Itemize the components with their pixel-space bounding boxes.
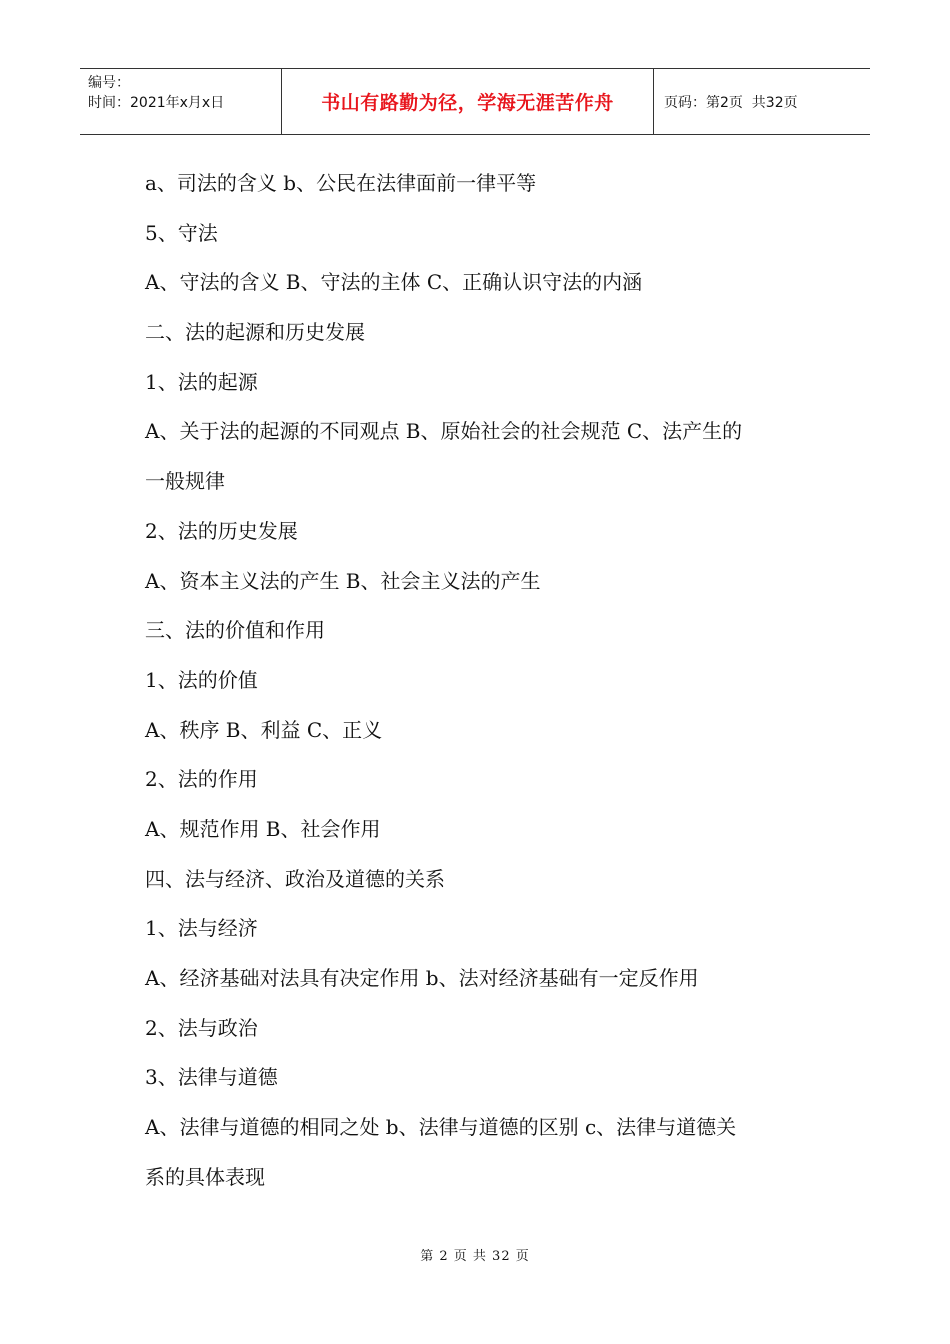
text-line: 3、法律与道德 (145, 1065, 278, 1090)
page-header (80, 68, 870, 135)
document-date: 时间：2021年x月x日 (88, 95, 225, 111)
document-body (145, 159, 815, 1202)
page-footer: 第 2 页 共 32 页 (420, 1249, 530, 1264)
text-line: 2、法与政治 (145, 1015, 258, 1040)
text-line: A、法律与道德的相同之处 b、法律与道德的区别 c、法律与道德关 (145, 1115, 737, 1140)
text-line: 1、法的起源 (145, 369, 258, 394)
text-line: 1、法与经济 (145, 916, 258, 941)
motto: 书山有路勤为径，学海无涯苦作舟 (321, 92, 614, 114)
text-line: 1、法的价值 (145, 667, 258, 692)
text-line: A、秩序 B、利益 C、正义 (145, 717, 383, 742)
text-line: 一般规律 (145, 469, 225, 494)
text-line: A、规范作用 B、社会作用 (145, 816, 381, 841)
text-line: 2、法的历史发展 (145, 518, 298, 543)
section-heading: 三、法的价值和作用 (145, 618, 325, 643)
text-line: a、司法的含义 b、公民在法律面前一律平等 (145, 171, 537, 195)
section-heading: 四、法与经济、政治及道德的关系 (145, 866, 445, 891)
header-page-info-cell (654, 69, 870, 134)
header-motto-cell (281, 69, 654, 134)
text-line: 2、法的作用 (145, 767, 258, 792)
text-line: A、资本主义法的产生 B、社会主义法的产生 (145, 568, 541, 593)
section-heading: 二、法的起源和历史发展 (145, 320, 365, 345)
text-line: A、关于法的起源的不同观点 B、原始社会的社会规范 C、法产生的 (145, 419, 743, 444)
text-line: A、经济基础对法具有决定作用 b、法对经济基础有一定反作用 (145, 966, 699, 990)
document-number-label: 编号： (88, 75, 130, 91)
text-line: 5、守法 (145, 220, 218, 245)
text-line: 系的具体表现 (145, 1164, 265, 1189)
text-line: A、守法的含义 B、守法的主体 C、正确认识守法的内涵 (145, 270, 643, 295)
header-meta (80, 69, 281, 134)
header-page-info: 页码：第2页 共32页 (664, 94, 798, 111)
